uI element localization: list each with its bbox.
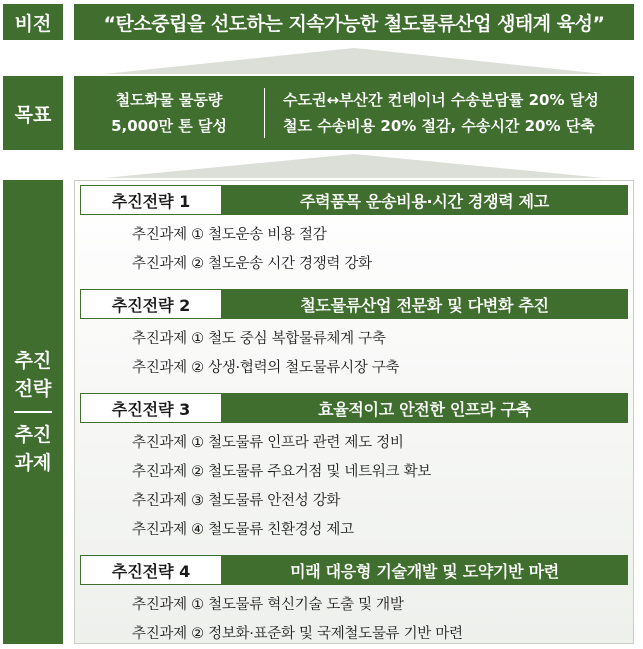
goal-right-line2: 철도 수송비용 20% 절감, 수송시간 20% 단축 <box>283 117 595 135</box>
task-item: 추진과제 ④ 철도물류 친환경성 제고 <box>132 522 354 538</box>
strategy-block-2 <box>80 289 628 383</box>
strategy-header <box>80 289 628 319</box>
task-item: 추진과제 ② 철도운송 시간 경쟁력 강화 <box>132 256 372 272</box>
vision-label: 비전 <box>3 4 63 40</box>
strategy-panel <box>74 180 634 644</box>
side-bottom-line1: 추진 <box>14 424 52 446</box>
strategy-tag: 추진전략 1 <box>81 186 222 214</box>
goal-right <box>265 87 599 139</box>
strategy-tag: 추진전략 4 <box>81 556 222 584</box>
strategy-tag: 추진전략 2 <box>81 290 222 318</box>
side-bottom-line2: 과제 <box>14 452 52 474</box>
goal-left <box>74 87 264 139</box>
goal-box <box>74 76 634 150</box>
task-item: 추진과제 ① 철도 중심 복합물류체계 구축 <box>132 331 386 347</box>
strategy-header <box>80 185 628 215</box>
strategy-block-4 <box>80 555 628 649</box>
connector-arrow-1 <box>104 48 604 74</box>
strategy-title: 효율적이고 안전한 인프라 구축 <box>222 394 627 422</box>
strategy-tag: 추진전략 3 <box>81 394 222 422</box>
task-item: 추진과제 ① 철도물류 인프라 관련 제도 정비 <box>132 435 404 451</box>
goal-left-line2: 5,000만 톤 달성 <box>111 117 227 135</box>
side-top-line2: 전략 <box>14 378 52 400</box>
task-item: 추진과제 ① 철도물류 혁신기술 도출 및 개발 <box>132 597 404 613</box>
strategy-title: 철도물류산업 전문화 및 다변화 추진 <box>222 290 627 318</box>
strategy-header <box>80 393 628 423</box>
goal-left-line1: 철도화물 물동량 <box>115 91 223 109</box>
task-item: 추진과제 ② 철도물류 주요거점 및 네트워크 확보 <box>132 464 431 480</box>
strategy-title: 미래 대응형 기술개발 및 도약기반 마련 <box>222 556 627 584</box>
strategy-block-1 <box>80 185 628 279</box>
side-divider <box>14 411 52 413</box>
task-item: 추진과제 ② 상생·협력의 철도물류시장 구축 <box>132 360 400 376</box>
task-item: 추진과제 ① 철도운송 비용 절감 <box>132 227 327 243</box>
strategy-block-3 <box>80 393 628 545</box>
strategy-title: 주력품목 운송비용·시간 경쟁력 제고 <box>222 186 627 214</box>
goal-label: 목표 <box>3 76 63 150</box>
task-item: 추진과제 ③ 철도물류 안전성 강화 <box>132 493 341 509</box>
strategy-task-label <box>3 180 63 644</box>
goal-right-line1: 수도권↔부산간 컨테이너 수송분담률 20% 달성 <box>283 91 599 109</box>
side-top-line1: 추진 <box>14 350 52 372</box>
task-item: 추진과제 ② 정보화·표준화 및 국제철도물류 기반 마련 <box>132 626 463 642</box>
vision-statement: “탄소중립을 선도하는 지속가능한 철도물류산업 생태계 육성” <box>74 4 634 40</box>
connector-arrow-2 <box>104 154 604 178</box>
strategy-header <box>80 555 628 585</box>
